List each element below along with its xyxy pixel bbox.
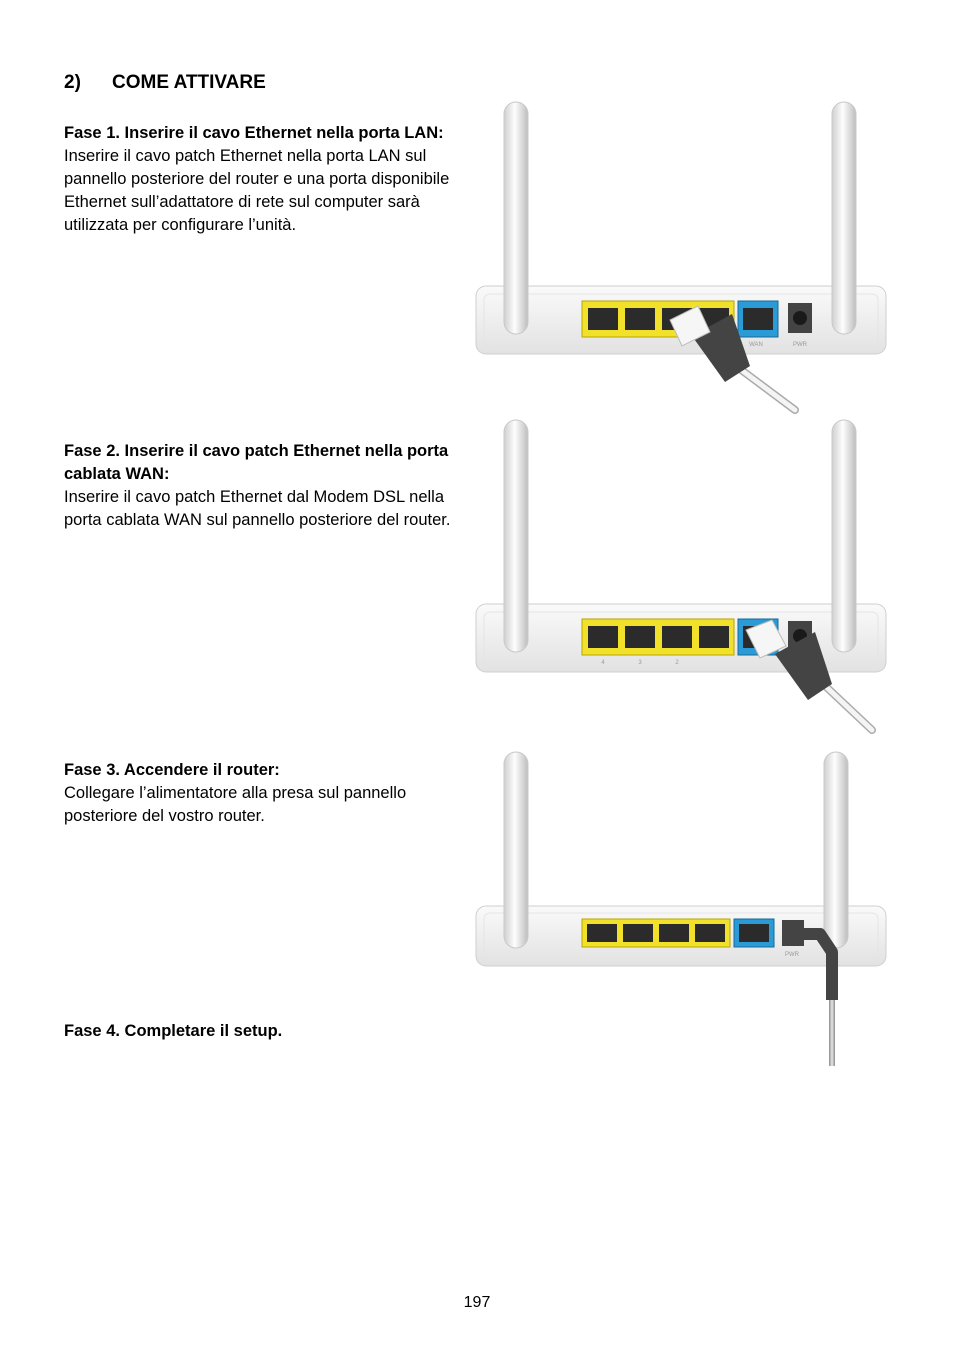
lan-number-label: 4	[601, 660, 605, 666]
lan-number-label: 2	[675, 660, 679, 666]
router-lan-cable-illustration	[470, 98, 890, 418]
pwr-label: PWR	[793, 342, 807, 348]
step-4	[64, 1020, 464, 1043]
antenna-right	[832, 420, 856, 652]
step-3	[64, 759, 464, 828]
step-title: Fase 1. Inserire il cavo Ethernet nella porta LAN:	[64, 124, 444, 142]
antenna-left	[504, 752, 528, 948]
pwr-label: PWR	[785, 952, 799, 958]
step-body: Inserire il cavo patch Ethernet dal Modem DSL nella porta cablata WAN sul pannello posteriore del router.	[64, 488, 451, 529]
section-heading	[64, 72, 266, 94]
section-title: COME ATTIVARE	[112, 72, 266, 93]
step-title: Fase 4. Completare il setup.	[64, 1022, 283, 1040]
step-body: Inserire il cavo patch Ethernet nella porta LAN sul pannello posteriore del router e una porta disponibile Ethernet sull’adattatore di rete sul computer sarà utilizzata per configurare l’unità.	[64, 147, 450, 234]
step-2	[64, 440, 464, 532]
router-wan-cable-illustration	[470, 416, 890, 736]
step-title: Fase 2. Inserire il cavo patch Ethernet nella porta cablata WAN:	[64, 442, 449, 483]
page-number: 197	[463, 1294, 491, 1311]
wan-label: WAN	[749, 342, 763, 348]
antenna-right	[824, 752, 848, 948]
lan-number-label: 3	[638, 660, 642, 666]
step-title: Fase 3. Accendere il router:	[64, 761, 280, 779]
step-body: Collegare l’alimentatore alla presa sul pannello posteriore del vostro router.	[64, 784, 407, 825]
router-power-cable-illustration	[470, 748, 890, 1068]
step-1	[64, 122, 464, 237]
antenna-left	[504, 102, 528, 334]
antenna-right	[832, 102, 856, 334]
antenna-left	[504, 420, 528, 652]
section-number: 2)	[64, 72, 81, 93]
